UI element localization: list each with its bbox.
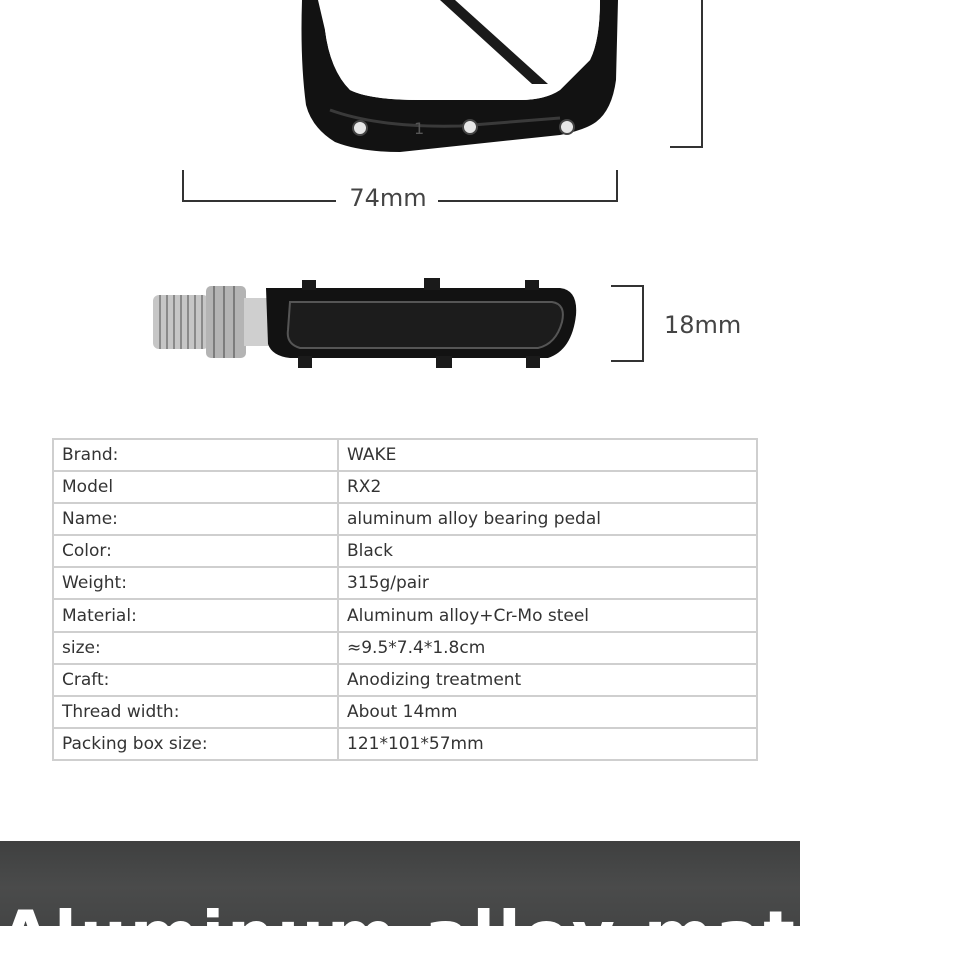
height-dimension-line-side	[611, 286, 643, 361]
height-dimension-line-top	[670, 0, 702, 147]
spec-key: Craft:	[53, 664, 338, 696]
spec-value: RX2	[338, 471, 757, 503]
height-dimension-label: 18mm	[664, 311, 742, 339]
spec-key: Material:	[53, 599, 338, 631]
pedal-body-top	[302, 0, 619, 152]
table-row	[53, 503, 757, 535]
spec-value: 121*101*57mm	[338, 728, 757, 760]
spec-value: Anodizing treatment	[338, 664, 757, 696]
spec-value: aluminum alloy bearing pedal	[338, 503, 757, 535]
spec-value: ≈9.5*7.4*1.8cm	[338, 632, 757, 664]
specs-table	[52, 438, 758, 761]
table-row	[53, 599, 757, 631]
table-row	[53, 567, 757, 599]
spec-key: Packing box size:	[53, 728, 338, 760]
width-dimension-label: 74mm	[349, 184, 427, 212]
spec-key: size:	[53, 632, 338, 664]
spec-value: About 14mm	[338, 696, 757, 728]
spec-value: Aluminum alloy+Cr-Mo steel	[338, 599, 757, 631]
spec-key: Brand:	[53, 439, 338, 471]
table-row	[53, 471, 757, 503]
spec-value: 315g/pair	[338, 567, 757, 599]
table-row	[53, 728, 757, 760]
spec-key: Color:	[53, 535, 338, 567]
table-row	[53, 664, 757, 696]
spec-value: Black	[338, 535, 757, 567]
pedal-spindle	[153, 286, 272, 358]
table-row	[53, 696, 757, 728]
spec-key: Model	[53, 471, 338, 503]
table-row	[53, 439, 757, 471]
table-row	[53, 535, 757, 567]
svg-text:1: 1	[414, 119, 425, 138]
pedal-body-side	[266, 278, 576, 368]
spec-key: Name:	[53, 503, 338, 535]
banner-title: Aluminum alloy material	[0, 897, 980, 974]
spec-key: Thread width:	[53, 696, 338, 728]
table-row	[53, 632, 757, 664]
spec-key: Weight:	[53, 567, 338, 599]
spec-value: WAKE	[338, 439, 757, 471]
material-banner	[0, 841, 980, 974]
